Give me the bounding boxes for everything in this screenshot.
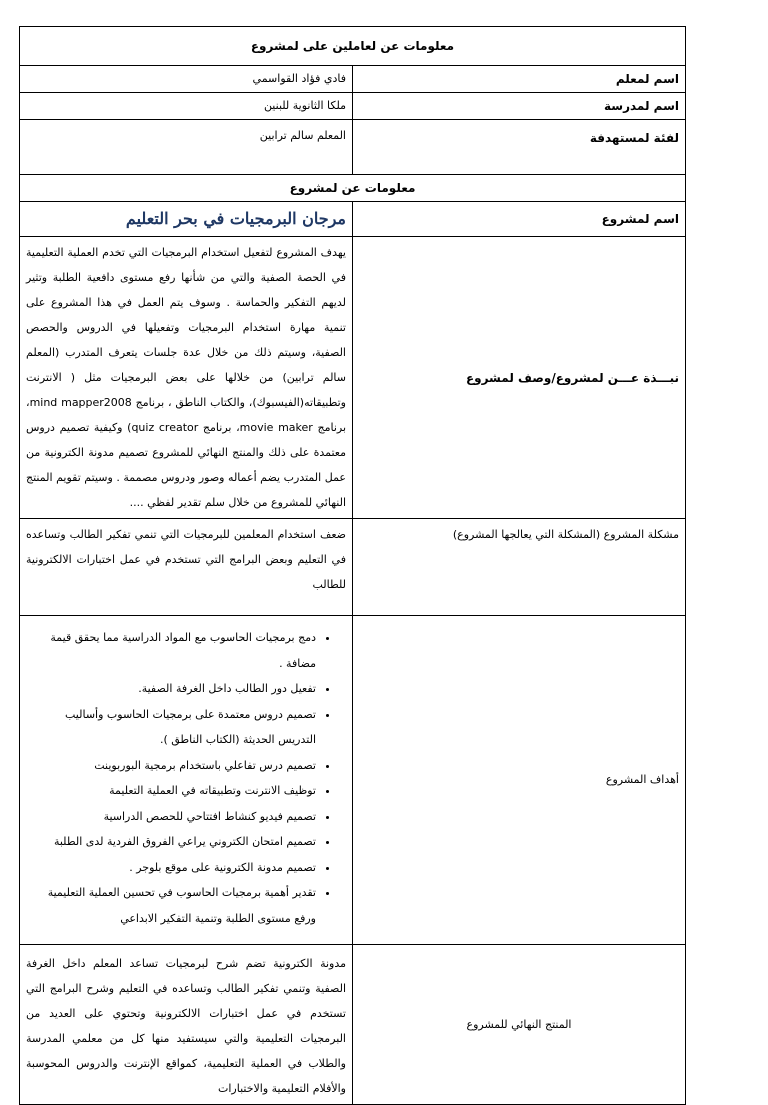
problem-text: ضعف استخدام المعلمين للبرمجيات التي تنمي تفكير الطالب وتساعده في التعليم وبعض البرامج التي تستخدم في عمل اختبارات الالكترونية للطالب [20, 519, 353, 616]
goals-label: أهداف المشروع [353, 616, 686, 945]
goal-item: • دمج برمجيات الحاسوب مع المواد الدراسية مما يحقق قيمة مضافة . [26, 625, 316, 676]
overview-row [20, 237, 686, 519]
project-name-label: اسم لمشروع [353, 202, 686, 237]
project-section-title: معلومات عن لمشروع [20, 175, 686, 202]
problem-row [20, 519, 686, 616]
problem-label: مشكلة المشروع (المشكلة التي يعالجها المشروع) [353, 519, 686, 616]
project-name-value: مرجان البرمجيات في بحر التعليم [125, 209, 346, 228]
school-label: اسم لمدرسة [353, 93, 686, 120]
project-name-row [20, 202, 686, 237]
goals-list [26, 625, 346, 931]
goal-item: • تصميم مدونة الكترونية على موقع بلوجر . [26, 855, 316, 881]
school-row [20, 93, 686, 120]
target-group-row [20, 120, 686, 175]
final-product-row [20, 945, 686, 1105]
teacher-value: فادي فؤاد القواسمي [20, 66, 353, 93]
target-group-label: لفئة لمستهدفة [353, 120, 686, 175]
teacher-label: اسم لمعلم [353, 66, 686, 93]
target-group-value: المعلم سالم ترابين [20, 120, 353, 175]
overview-label: نبـــذة عـــن لمشروع/وصف لمشروع [353, 237, 686, 519]
school-value: ملكا الثانوية للبنين [20, 93, 353, 120]
teacher-row [20, 66, 686, 93]
goal-item: • تصميم دروس معتمدة على برمجيات الحاسوب وأساليب التدريس الحديثة (الكتاب الناطق ). [26, 702, 316, 753]
project-info-table [19, 26, 686, 1105]
project-name-cell [20, 202, 353, 237]
goal-item: • تصميم درس تفاعلي باستخدام برمجية البوربوينت [26, 753, 316, 779]
final-product-label: المنتج النهائي للمشروع [353, 945, 686, 1105]
goals-row [20, 616, 686, 945]
project-section-header-row [20, 175, 686, 202]
workers-section-header-row [20, 27, 686, 66]
workers-section-title: معلومات عن لعاملين على لمشروع [20, 27, 686, 66]
goals-cell [20, 616, 353, 945]
goal-item: • تصميم امتحان الكتروني يراعي الفروق الفردية لدى الطلبة [26, 829, 316, 855]
overview-text: يهدف المشروع لتفعيل استخدام البرمجيات التي تخدم العملية التعليمية في الحصة الصفية والتي من شأنها رفع مستوى دافعية الطلبة وتثير لديهم التفكير والحماسة . وسوف يتم العمل في هذا المشروع على تنمية مهارة استخدام البرمجيات وتفعيلها في الدروس والحصص الصفية، وسيتم ذلك من خلال عدة جلسات يتعرف المتدرب (المعلم سالم ترابين) من خلالها على بعض البرمجيات مثل ( الانترنت وتطبيقاته(الفيسبوك)، والكتاب الناطق ، برنامج mind mapper2008، برنامج movie maker، برنامج quiz creator) وكيفية تصميم دروس معتمدة على ذلك والمنتج النهائي للمشروع تصميم مدونة الكترونية من عمل المتدرب يضم أعماله وصور ودروس مصممة . وسيتم تقويم المنتج النهائي للمشروع من خلال سلم تقدير لفظي .... [20, 237, 353, 519]
goal-item: • توظيف الانترنت وتطبيقاته في العملية التعليمة [26, 778, 316, 804]
final-product-text: مدونة الكترونية تضم شرح لبرمجيات تساعد المعلم داخل الغرفة الصفية وتنمي تفكير الطالب وتساعده في التعليم وشرح البرامج التي تستخدم في عمل اختبارات الالكترونية وتحتوي على العديد من البرمجيات التعليمية والتي سيستفيد منها كل من معلمي المدرسة والطلاب في العملية التعليمية، كمواقع الإنترنت والدروس المحوسبة والأفلام التعليمية والاختبارات [20, 945, 353, 1105]
goal-item: • تقدير أهمية برمجيات الحاسوب في تحسين العملية التعليمية ورفع مستوى الطلبة وتنمية التفكير الابداعي [26, 880, 316, 931]
goal-item: • تصميم فيديو كنشاط افتتاحي للحصص الدراسية [26, 804, 316, 830]
goal-item: • تفعيل دور الطالب داخل الغرفة الصفية. [26, 676, 316, 702]
